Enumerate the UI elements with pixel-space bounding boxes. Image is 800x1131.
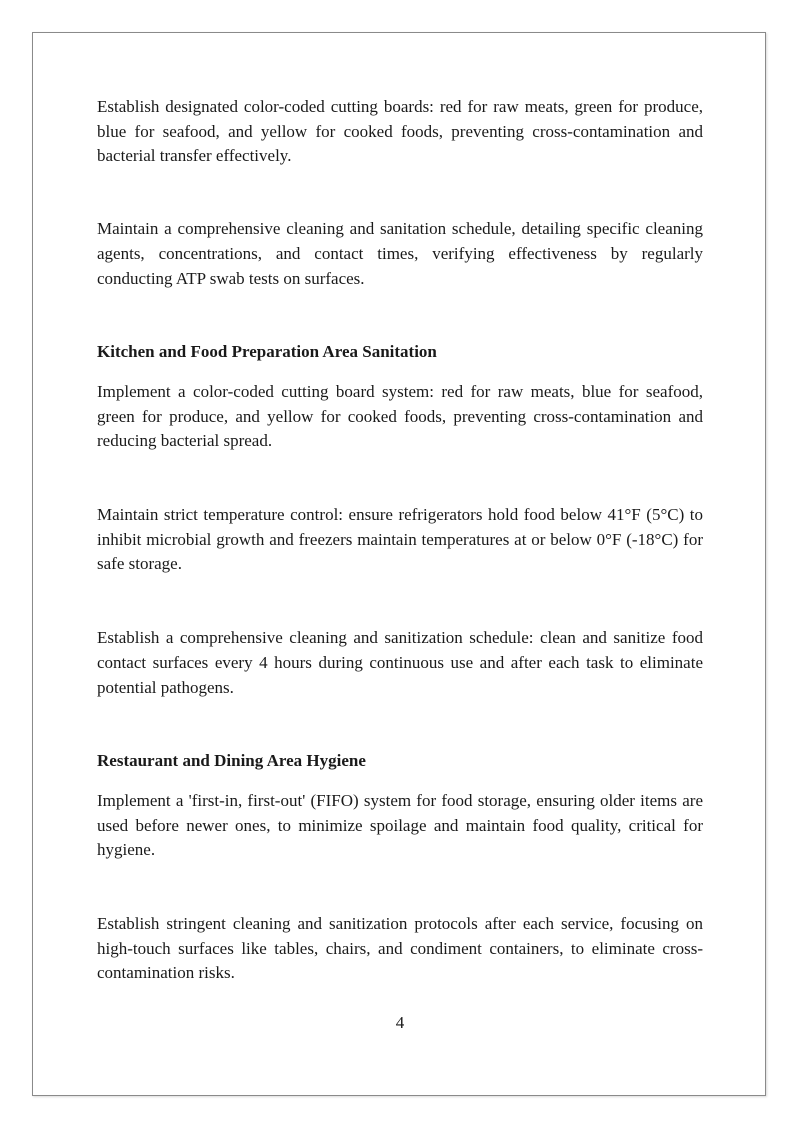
- paragraph-temperature-control: Maintain strict temperature control: ensure refrigerators hold food below 41°F (5°C) to inhibit microbial growth and freezers maintain temperatures at or below 0°F (-18°C) for safe storage.: [97, 505, 703, 574]
- page-number: 4: [395, 1013, 405, 1032]
- paragraph-color-coded-system: Implement a color-coded cutting board system: red for raw meats, blue for seafood, green for produce, and yellow for cooked foods, preventing cross-contamination and reducing bacterial spread.: [97, 381, 703, 451]
- section-heading-restaurant: Restaurant and Dining Area Hygiene: [97, 751, 366, 771]
- paragraph-sanitization-schedule: Establish a comprehensive cleaning and sanitization schedule: clean and sanitize food contact surfaces every 4 hours during continuous use and after each task to eliminate potential pathogens.: [97, 628, 703, 697]
- paragraph-cutting-boards: Establish designated color-coded cutting boards: red for raw meats, green for produce, blue for seafood, and yellow for cooked foods, preventing cross-contamination and bacterial transfer effectively.: [97, 97, 703, 166]
- page-content: [97, 95, 703, 986]
- document-page: [32, 32, 766, 1096]
- paragraph-cleaning-schedule: Maintain a comprehensive cleaning and sanitation schedule, detailing specific cleaning agents, concentrations, and contact times, verifying effectiveness by regularly conducting ATP swab tests on surfaces.: [97, 219, 703, 288]
- section-heading-kitchen: Kitchen and Food Preparation Area Sanitation: [97, 342, 437, 362]
- paragraph-fifo: Implement a 'first-in, first-out' (FIFO) system for food storage, ensuring older items are used before newer ones, to minimize spoilage and maintain food quality, critical for hygiene.: [97, 790, 703, 860]
- paragraph-cleaning-protocols: Establish stringent cleaning and sanitization protocols after each service, focusing on high-touch surfaces like tables, chairs, and condiment containers, to eliminate cross-contamination risks.: [97, 914, 703, 983]
